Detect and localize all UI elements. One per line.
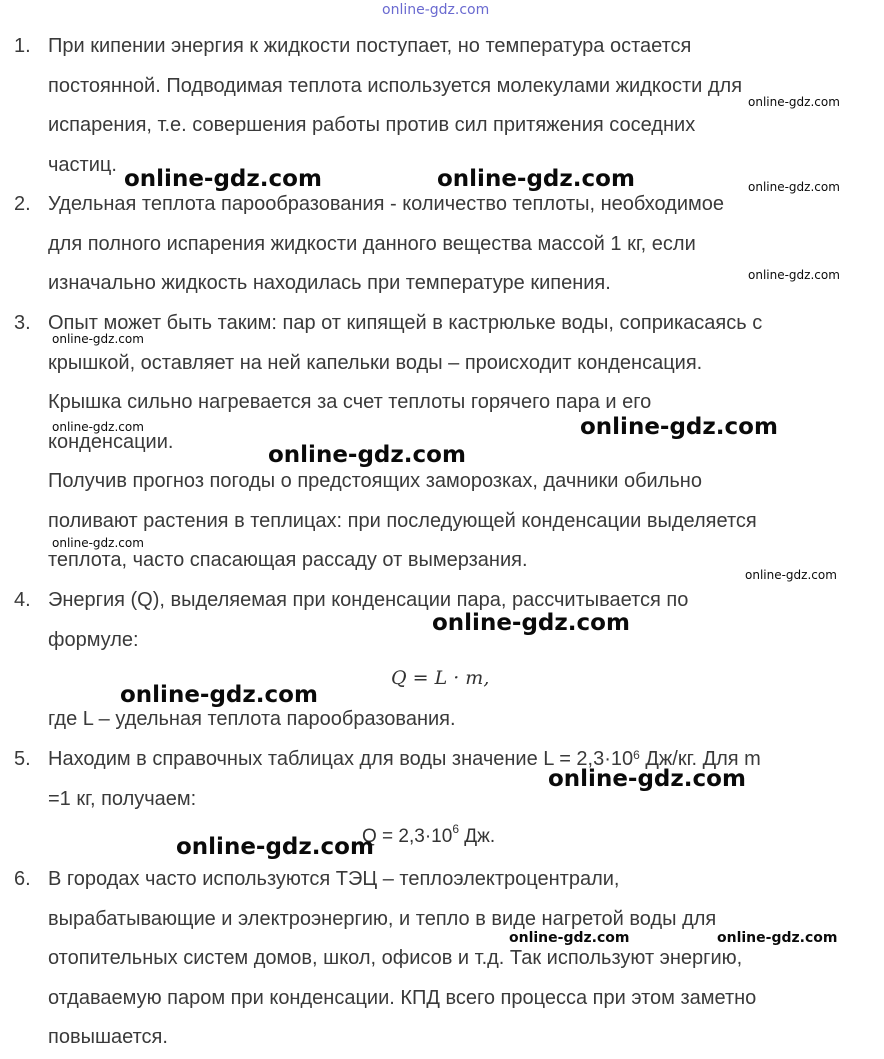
watermark: online-gdz.com xyxy=(176,834,374,860)
text-line: Находим в справочных таблицах для воды значение $L = 2,3\cdot 10^6$ Дж/кг. Для m xyxy=(48,748,761,770)
watermark: online-gdz.com xyxy=(124,166,322,192)
item-number: 4. xyxy=(14,589,31,611)
watermark: online-gdz.com xyxy=(745,568,837,582)
text-line: повышается. xyxy=(48,1026,168,1048)
watermark: online-gdz.com xyxy=(548,766,746,792)
text-line: =1 кг, получаем: xyxy=(48,787,197,810)
text-line: поливают растения в теплицах: при последующей конденсации выделяется xyxy=(48,509,757,532)
formula-q-lm: Q = L · m, xyxy=(391,667,490,689)
watermark: online-gdz.com xyxy=(437,166,635,192)
text-line: отопительных систем домов, школ, офисов и т.д. Так используют энергию, xyxy=(48,947,743,969)
watermark: online-gdz.com xyxy=(717,930,838,946)
text-line: Удельная теплота парообразования - количество теплоты, необходимое xyxy=(48,193,724,215)
text-line: Энергия (Q), выделяемая при конденсации пара, рассчитывается по xyxy=(48,589,689,611)
item-body xyxy=(48,185,878,304)
text-line: для полного испарения жидкости данного вещества массой 1 кг, если xyxy=(48,232,696,255)
text-line: формуле: xyxy=(48,628,139,651)
text-line: При кипении энергия к жидкости поступает, но температура остается xyxy=(48,35,692,57)
item-number: 6. xyxy=(14,868,31,890)
text-line: частиц. xyxy=(48,153,117,176)
watermark: online-gdz.com xyxy=(120,682,318,708)
text-line: Крышка сильно нагревается за счет теплоты горячего пара и его xyxy=(48,391,652,413)
watermark: online-gdz.com xyxy=(748,268,840,282)
text-line: изначально жидкость находилась при температуре кипения. xyxy=(48,272,611,294)
text-line: Опыт может быть таким: пар от кипящей в кастрюльке воды, соприкасаясь с xyxy=(48,312,763,334)
text-line: где L – удельная теплота парообразования. xyxy=(48,708,456,730)
item-number: 1. xyxy=(14,35,31,57)
text-line: отдаваемую паром при конденсации. КПД всего процесса при этом заметно xyxy=(48,986,757,1009)
text-line: конденсации. xyxy=(48,430,174,453)
text-line: Получив прогноз погоды о предстоящих заморозках, дачники обильно xyxy=(48,470,702,492)
watermark: online-gdz.com xyxy=(52,536,144,550)
watermark: online-gdz.com xyxy=(382,2,490,18)
text-line: вырабатывающие и электроэнергию, и тепло в виде нагретой воды для xyxy=(48,907,717,930)
watermark: online-gdz.com xyxy=(748,180,840,194)
item-body xyxy=(48,860,878,1058)
text-line: В городах часто используются ТЭЦ – теплоэлектроцентрали, xyxy=(48,868,620,890)
formula-q-value: $Q = 2,3\cdot 10^6$ Дж. xyxy=(362,822,496,847)
text-line: испарения, т.е. совершения работы против сил притяжения соседних xyxy=(48,114,696,136)
watermark: online-gdz.com xyxy=(52,420,144,434)
watermark: online-gdz.com xyxy=(432,610,630,636)
watermark: online-gdz.com xyxy=(580,414,778,440)
item-number: 2. xyxy=(14,193,31,215)
item-number: 5. xyxy=(14,748,31,770)
watermark: online-gdz.com xyxy=(268,442,466,468)
text-line: крышкой, оставляет на ней капельки воды – происходит конденсация. xyxy=(48,351,703,374)
text-line: постоянной. Подводимая теплота используется молекулами жидкости для xyxy=(48,74,743,97)
text-line: теплота, часто спасающая рассаду от вымерзания. xyxy=(48,549,528,571)
watermark: online-gdz.com xyxy=(748,95,840,109)
watermark: online-gdz.com xyxy=(52,332,144,346)
watermark: online-gdz.com xyxy=(509,930,630,946)
item-body xyxy=(48,740,878,819)
item-number: 3. xyxy=(14,312,31,334)
